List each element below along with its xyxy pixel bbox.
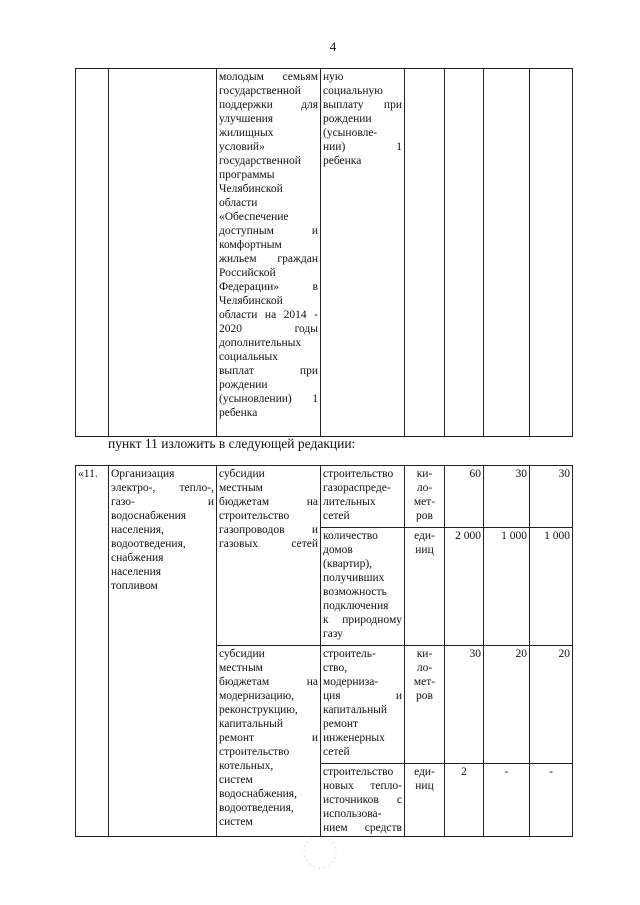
text-line: социальных (219, 351, 278, 363)
table-row (76, 466, 573, 528)
text-line: Челябинской (219, 183, 283, 195)
text-line: котельных, (219, 760, 274, 772)
text-line: Организация (111, 468, 175, 480)
text-line: ров (416, 510, 433, 522)
text-line: еди- (414, 766, 435, 778)
text-line: программы (219, 169, 275, 181)
cell-value-2 (484, 69, 530, 437)
text-line: газу (323, 628, 343, 640)
text-line: местным (219, 662, 263, 674)
text-line: (усыновле- (323, 127, 378, 139)
cell-direction (109, 466, 217, 837)
text-line: мет- (413, 676, 436, 688)
cell-value-1: 60 (445, 466, 484, 528)
cell-value-1: 2 000 (445, 528, 484, 646)
cell-value-1: 30 (445, 646, 484, 764)
text-line: ремонт и (219, 732, 318, 744)
text-line: ция и (323, 690, 402, 702)
text-line: населения (111, 566, 162, 578)
text-line: строительство (323, 468, 394, 480)
text-line: улучшения (219, 113, 274, 125)
text-line: строительство (219, 510, 290, 522)
cell-value-3: 1 000 (530, 528, 573, 646)
cell-unit (405, 69, 445, 437)
text-line: капитальный (323, 704, 388, 716)
text-line: ров (416, 690, 433, 702)
cell-value-3 (530, 69, 573, 437)
text-line: бюджетам на (219, 676, 318, 688)
text-line: электро-, тепло-, (111, 482, 214, 494)
text-line: систем (219, 774, 253, 786)
text-line: газораспреде- (323, 482, 391, 494)
text-line: Челябинской (219, 295, 283, 307)
text-line: субсидии (219, 648, 265, 660)
text-line: области (219, 197, 258, 209)
cell-value-2: 20 (484, 646, 530, 764)
text-line: бюджетам на (219, 496, 318, 508)
text-line: «Обеспечение (219, 211, 289, 223)
text-line: модернизацию, (219, 690, 295, 702)
text-line: сетей (323, 746, 350, 758)
text-line: сетей (323, 510, 350, 522)
table-row (76, 69, 573, 437)
cell-measure-heat (217, 646, 321, 837)
cell-value-1: 2 (445, 764, 484, 837)
scan-smudge (300, 832, 340, 872)
text-line: рождении (219, 379, 268, 391)
text-line: возможность (323, 586, 387, 598)
text-line: нием средств (323, 822, 402, 834)
text-line: подключения (323, 600, 389, 612)
text-line: к природному (323, 614, 402, 626)
program-table (75, 465, 573, 837)
text-line: домов (323, 544, 353, 556)
cell-value-1 (445, 69, 484, 437)
text-line: жильем граждан (219, 253, 318, 265)
cell-indicator (321, 646, 405, 764)
cell-value-3: - (530, 764, 573, 837)
text-line: модерниза- (323, 676, 379, 688)
text-line: (усыновлении) 1 (219, 393, 318, 405)
cell-indicator (321, 764, 405, 837)
text-line: ремонт (323, 718, 359, 730)
cell-value-2: 1 000 (484, 528, 530, 646)
text-line: ло- (416, 482, 433, 494)
text-line: ки- (416, 468, 433, 480)
text-line: лительных (323, 496, 376, 508)
text-line: выплату при (323, 99, 402, 111)
text-line: области на 2014 - (219, 309, 318, 321)
text-line: ство, (323, 662, 348, 674)
text-line: источников с (323, 794, 402, 806)
text-line: доступным и (219, 225, 318, 237)
text-line: мет- (413, 496, 436, 508)
cell-measure (217, 69, 321, 437)
text-line: ниц (415, 780, 434, 792)
continuation-table (75, 68, 573, 437)
cell-unit (405, 528, 445, 646)
cell-unit (405, 466, 445, 528)
cell-value-3: 20 (530, 646, 573, 764)
text-line: ниц (415, 544, 434, 556)
cell-direction (109, 69, 217, 437)
text-line: получивших (323, 572, 385, 584)
cell-unit (405, 764, 445, 837)
text-line: инженерных (323, 732, 385, 744)
text-line: водоснабжения (111, 510, 187, 522)
cell-row-number: «11. (76, 466, 109, 837)
text-line: газо- и (111, 496, 214, 508)
cell-value-3: 30 (530, 466, 573, 528)
text-line: водоотведения, (219, 802, 294, 814)
text-line: ки- (416, 648, 433, 660)
text-line: снабжения (111, 552, 164, 564)
text-line: газовых сетей (219, 538, 318, 550)
instruction-text: пункт 11 изложить в следующей редакции: (108, 436, 356, 451)
page-number: 4 (329, 39, 337, 54)
text-line: Российской (219, 267, 276, 279)
text-line: строительство (323, 766, 394, 778)
cell-indicator (321, 466, 405, 528)
text-line: еди- (414, 530, 435, 542)
text-line: нии) 1 (323, 141, 402, 153)
text-line: ребенка (323, 155, 362, 167)
cell-value-2: - (484, 764, 530, 837)
text-line: использова- (323, 808, 382, 820)
text-line: 2020 годы (219, 323, 318, 335)
text-line: поддержки для (219, 99, 318, 111)
text-line: ную (323, 71, 344, 83)
text-line: местным (219, 482, 263, 494)
cell-number (76, 69, 109, 437)
text-line: Федерации» в (219, 281, 318, 293)
text-line: молодым семьям (219, 71, 318, 83)
text-line: государственной (219, 85, 301, 97)
text-line: водоснабжения, (219, 788, 297, 800)
cell-indicator (321, 69, 405, 437)
text-line: комфортным (219, 239, 282, 251)
text-line: реконструкцию, (219, 704, 298, 716)
text-line: ло- (416, 662, 433, 674)
text-line: субсидии (219, 468, 265, 480)
text-line: жилищных (219, 127, 274, 139)
text-line: выплат при (219, 365, 318, 377)
cell-unit (405, 646, 445, 764)
text-line: государственной (219, 155, 301, 167)
text-line: строительство (219, 746, 290, 758)
cell-value-2: 30 (484, 466, 530, 528)
text-line: рождении (323, 113, 372, 125)
cell-indicator (321, 528, 405, 646)
text-line: ребенка (219, 407, 258, 419)
text-line: социальную (323, 85, 383, 97)
text-line: новых тепло- (323, 780, 402, 792)
text-line: условий» (219, 141, 265, 153)
text-line: строитель- (323, 648, 376, 660)
text-line: (квартир), (323, 558, 373, 570)
text-line: дополнительных (219, 337, 302, 349)
text-line: населения, (111, 524, 164, 536)
text-line: систем (219, 816, 253, 828)
text-line: количество (323, 530, 378, 542)
text-line: водоотведения, (111, 538, 186, 550)
cell-measure-gas (217, 466, 321, 646)
text-line: топливом (111, 580, 158, 592)
text-line: капитальный (219, 718, 284, 730)
text-line: газопроводов и (219, 524, 318, 536)
